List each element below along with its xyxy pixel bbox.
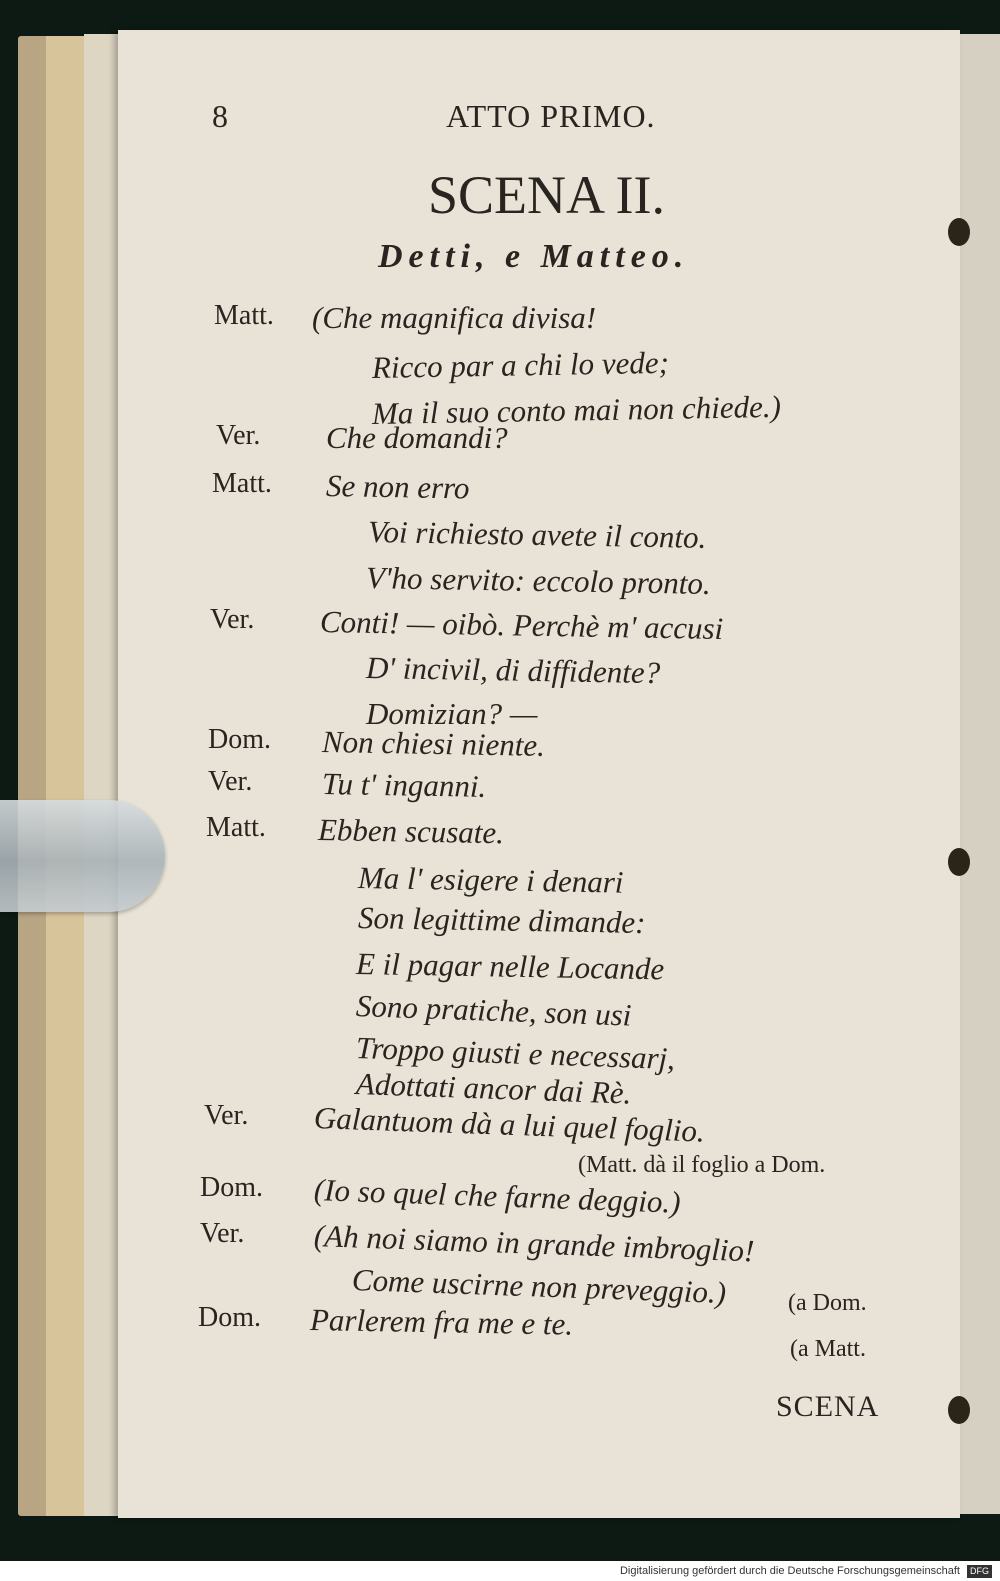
- speaker-label: Ver.: [216, 420, 261, 451]
- verse-text: Ma l' esigere i denari: [357, 860, 624, 900]
- verse-text: Ebben scusate.: [317, 812, 505, 851]
- verse-text: Conti! — oibò. Perchè m' accusi: [319, 604, 724, 647]
- verse-text: Tu t' inganni.: [321, 766, 487, 804]
- stage-direction: (Matt. dà il foglio a Dom.: [578, 1152, 826, 1178]
- verse-text: Adottati ancor dai Rè.: [355, 1066, 632, 1111]
- verse-text: Ricco par a chi lo vede;: [371, 344, 670, 385]
- verse-text: (Ah noi siamo in grande imbroglio!: [313, 1218, 755, 1269]
- scene-characters: Detti, e Matteo.: [378, 238, 690, 275]
- speaker-label: Ver.: [200, 1218, 245, 1249]
- verse-text: Domizian? —: [366, 696, 538, 731]
- verse-text: Son legittime dimande:: [357, 900, 646, 941]
- page-number: 8: [212, 98, 229, 134]
- stage-direction: (a Dom.: [788, 1290, 867, 1316]
- footer-credit: Digitalisierung gefördert durch die Deutsche Forschungsgemeinschaft: [619, 1565, 960, 1577]
- dfg-logo: DFG: [967, 1565, 992, 1578]
- verse-text: (Che magnifica divisa!: [312, 300, 597, 335]
- digitization-footer: [0, 1561, 1000, 1581]
- speaker-label: Ver.: [208, 766, 253, 797]
- verse-text: Voi richiesto avete il conto.: [367, 514, 707, 555]
- speaker-label: Matt.: [214, 300, 274, 331]
- speaker-label: Dom.: [200, 1172, 263, 1203]
- speaker-label: Matt.: [212, 468, 272, 499]
- verse-text: V'ho servito: eccolo pronto.: [365, 560, 711, 602]
- verse-text: Se non erro: [325, 468, 470, 506]
- verse-text: Che domandi?: [326, 420, 508, 455]
- verse-text: Parlerem fra me e te.: [309, 1302, 574, 1342]
- verse-text: Troppo giusti e necessarj,: [355, 1030, 676, 1077]
- speaker-label: Dom.: [208, 724, 271, 755]
- verse-text: Non chiesi niente.: [321, 724, 546, 763]
- verse-text: Galantuom dà a lui quel foglio.: [313, 1100, 706, 1149]
- verse-text: E il pagar nelle Locande: [355, 946, 665, 987]
- verse-text: D' incivil, di diffidente?: [365, 650, 661, 691]
- speaker-label: Ver.: [210, 604, 255, 635]
- facing-page-edge: [958, 34, 1000, 1514]
- binding-hole: [948, 218, 970, 246]
- verse-text: Come uscirne non preveggio.): [351, 1262, 727, 1311]
- stage-direction: (a Matt.: [790, 1336, 866, 1362]
- scene-title: SCENA II.: [428, 165, 666, 225]
- speaker-label: Matt.: [206, 812, 266, 843]
- verse-text: Sono pratiche, son usi: [355, 988, 633, 1033]
- running-title: ATTO PRIMO.: [446, 98, 656, 134]
- scanner-clip: [0, 800, 165, 912]
- verse-text: Ma il suo conto mai non chiede.): [371, 388, 782, 431]
- binding-hole: [948, 1396, 970, 1424]
- speaker-label: Ver.: [204, 1100, 249, 1131]
- catchword: SCENA: [776, 1390, 880, 1423]
- binding-hole: [948, 848, 970, 876]
- speaker-label: Dom.: [198, 1302, 261, 1333]
- verse-text: (Io so quel che farne deggio.): [313, 1172, 682, 1220]
